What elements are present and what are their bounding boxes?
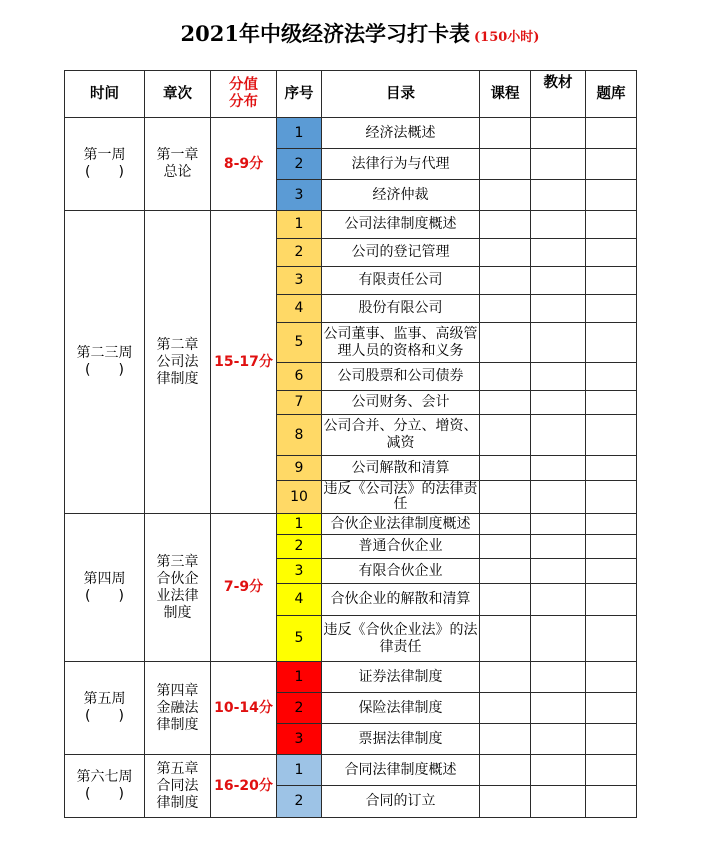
- course-checkbox[interactable]: [480, 363, 531, 391]
- questions-checkbox[interactable]: [586, 118, 637, 149]
- index-cell: 1: [277, 118, 322, 149]
- textbook-checkbox[interactable]: [531, 391, 586, 415]
- questions-checkbox[interactable]: [586, 514, 637, 535]
- course-checkbox[interactable]: [480, 535, 531, 559]
- course-checkbox[interactable]: [480, 391, 531, 415]
- course-checkbox[interactable]: [480, 149, 531, 180]
- textbook-checkbox[interactable]: [531, 211, 586, 239]
- header-textbook: 教材: [531, 71, 586, 118]
- index-cell: 3: [277, 724, 322, 755]
- chapter-cell: 第五章合同法律制度: [145, 755, 211, 818]
- course-checkbox[interactable]: [480, 415, 531, 456]
- questions-checkbox[interactable]: [586, 456, 637, 481]
- questions-checkbox[interactable]: [586, 180, 637, 211]
- title-hours: (150小时): [474, 30, 540, 45]
- textbook-checkbox[interactable]: [531, 693, 586, 724]
- questions-checkbox[interactable]: [586, 616, 637, 662]
- sheet-title: [0, 18, 720, 48]
- contents-cell: 经济仲裁: [322, 180, 480, 211]
- questions-checkbox[interactable]: [586, 323, 637, 363]
- header-row: [65, 71, 637, 118]
- contents-cell: 股份有限公司: [322, 295, 480, 323]
- contents-cell: 票据法律制度: [322, 724, 480, 755]
- title-text: 2021年中级经济法学习打卡表: [180, 21, 470, 46]
- table-row: [65, 211, 637, 239]
- textbook-checkbox[interactable]: [531, 239, 586, 267]
- questions-checkbox[interactable]: [586, 391, 637, 415]
- contents-cell: 公司法律制度概述: [322, 211, 480, 239]
- header-chapter: 章次: [145, 71, 211, 118]
- textbook-checkbox[interactable]: [531, 584, 586, 616]
- questions-checkbox[interactable]: [586, 559, 637, 584]
- course-checkbox[interactable]: [480, 755, 531, 786]
- points-cell: 10-14分: [211, 662, 277, 755]
- index-cell: 2: [277, 693, 322, 724]
- index-cell: 2: [277, 535, 322, 559]
- index-cell: 2: [277, 239, 322, 267]
- chapter-cell: 第一章总论: [145, 118, 211, 211]
- textbook-checkbox[interactable]: [531, 363, 586, 391]
- chapter-cell: 第三章合伙企业法律制度: [145, 514, 211, 662]
- index-cell: 4: [277, 295, 322, 323]
- index-cell: 5: [277, 616, 322, 662]
- index-cell: 2: [277, 149, 322, 180]
- contents-cell: 经济法概述: [322, 118, 480, 149]
- textbook-checkbox[interactable]: [531, 415, 586, 456]
- index-cell: 3: [277, 559, 322, 584]
- index-cell: 5: [277, 323, 322, 363]
- questions-checkbox[interactable]: [586, 755, 637, 786]
- header-questions: 题库: [586, 71, 637, 118]
- questions-checkbox[interactable]: [586, 239, 637, 267]
- contents-cell: 合伙企业的解散和清算: [322, 584, 480, 616]
- course-checkbox[interactable]: [480, 267, 531, 295]
- contents-cell: 法律行为与代理: [322, 149, 480, 180]
- textbook-checkbox[interactable]: [531, 514, 586, 535]
- index-cell: 1: [277, 755, 322, 786]
- index-cell: 1: [277, 514, 322, 535]
- course-checkbox[interactable]: [480, 456, 531, 481]
- header-index: 序号: [277, 71, 322, 118]
- header-time: 时间: [65, 71, 145, 118]
- questions-checkbox[interactable]: [586, 786, 637, 818]
- index-cell: 1: [277, 211, 322, 239]
- week-cell: 第四周 ( ): [65, 514, 145, 662]
- course-checkbox[interactable]: [480, 693, 531, 724]
- contents-cell: 公司解散和清算: [322, 456, 480, 481]
- textbook-checkbox[interactable]: [531, 559, 586, 584]
- header-contents: 目录: [322, 71, 480, 118]
- questions-checkbox[interactable]: [586, 535, 637, 559]
- course-checkbox[interactable]: [480, 180, 531, 211]
- textbook-checkbox[interactable]: [531, 118, 586, 149]
- textbook-checkbox[interactable]: [531, 616, 586, 662]
- questions-checkbox[interactable]: [586, 662, 637, 693]
- index-cell: 9: [277, 456, 322, 481]
- course-checkbox[interactable]: [480, 323, 531, 363]
- table-row: [65, 755, 637, 786]
- course-checkbox[interactable]: [480, 786, 531, 818]
- textbook-checkbox[interactable]: [531, 662, 586, 693]
- textbook-checkbox[interactable]: [531, 295, 586, 323]
- study-checkin-table: [64, 70, 637, 818]
- questions-checkbox[interactable]: [586, 211, 637, 239]
- textbook-checkbox[interactable]: [531, 267, 586, 295]
- index-cell: 10: [277, 481, 322, 514]
- contents-cell: 公司股票和公司债券: [322, 363, 480, 391]
- index-cell: 7: [277, 391, 322, 415]
- index-cell: 3: [277, 267, 322, 295]
- contents-cell: 有限合伙企业: [322, 559, 480, 584]
- course-checkbox[interactable]: [480, 584, 531, 616]
- table-row: [65, 514, 637, 535]
- index-cell: 3: [277, 180, 322, 211]
- textbook-checkbox[interactable]: [531, 755, 586, 786]
- contents-cell: 违反《合伙企业法》的法律责任: [322, 616, 480, 662]
- contents-cell: 公司董事、监事、高级管理人员的资格和义务: [322, 323, 480, 363]
- week-cell: 第六七周 ( ): [65, 755, 145, 818]
- index-cell: 8: [277, 415, 322, 456]
- contents-cell: 违反《公司法》的法律责任: [323, 481, 478, 512]
- points-cell: 8-9分: [211, 118, 277, 211]
- week-cell: 第一周 ( ): [65, 118, 145, 211]
- contents-cell: 合同的订立: [322, 786, 480, 818]
- contents-cell: 保险法律制度: [322, 693, 480, 724]
- textbook-checkbox[interactable]: [531, 535, 586, 559]
- course-checkbox[interactable]: [480, 118, 531, 149]
- questions-checkbox[interactable]: [586, 295, 637, 323]
- header-course: 课程: [480, 71, 531, 118]
- chapter-cell: 第二章公司法律制度: [145, 211, 211, 514]
- contents-cell: 有限责任公司: [322, 267, 480, 295]
- index-cell: 2: [277, 786, 322, 818]
- contents-cell: 公司的登记管理: [322, 239, 480, 267]
- course-checkbox[interactable]: [480, 481, 531, 514]
- points-cell: 16-20分: [211, 755, 277, 818]
- chapter-cell: 第四章金融法律制度: [145, 662, 211, 755]
- questions-checkbox[interactable]: [586, 724, 637, 755]
- questions-checkbox[interactable]: [586, 149, 637, 180]
- contents-cell: 普通合伙企业: [322, 535, 480, 559]
- course-checkbox[interactable]: [480, 724, 531, 755]
- index-cell: 1: [277, 662, 322, 693]
- textbook-checkbox[interactable]: [531, 456, 586, 481]
- course-checkbox[interactable]: [480, 295, 531, 323]
- contents-cell: 合同法律制度概述: [322, 755, 480, 786]
- contents-cell: 证券法律制度: [322, 662, 480, 693]
- index-cell: 4: [277, 584, 322, 616]
- course-checkbox[interactable]: [480, 211, 531, 239]
- table-row: [65, 662, 637, 693]
- contents-cell: 公司合并、分立、增资、减资: [322, 415, 480, 456]
- questions-checkbox[interactable]: [586, 267, 637, 295]
- questions-checkbox[interactable]: [586, 584, 637, 616]
- course-checkbox[interactable]: [480, 616, 531, 662]
- points-cell: 15-17分: [211, 211, 277, 514]
- textbook-checkbox[interactable]: [531, 323, 586, 363]
- header-points: 分值分布: [211, 71, 277, 118]
- course-checkbox[interactable]: [480, 559, 531, 584]
- points-cell: 7-9分: [211, 514, 277, 662]
- course-checkbox[interactable]: [480, 239, 531, 267]
- course-checkbox[interactable]: [480, 514, 531, 535]
- week-cell: 第五周 ( ): [65, 662, 145, 755]
- questions-checkbox[interactable]: [586, 481, 637, 514]
- course-checkbox[interactable]: [480, 662, 531, 693]
- contents-cell: 合伙企业法律制度概述: [322, 514, 480, 535]
- textbook-checkbox[interactable]: [531, 786, 586, 818]
- textbook-checkbox[interactable]: [531, 149, 586, 180]
- textbook-checkbox[interactable]: [531, 724, 586, 755]
- questions-checkbox[interactable]: [586, 693, 637, 724]
- week-cell: 第二三周 ( ): [65, 211, 145, 514]
- contents-cell: 公司财务、会计: [322, 391, 480, 415]
- textbook-checkbox[interactable]: [531, 180, 586, 211]
- questions-checkbox[interactable]: [586, 415, 637, 456]
- table-row: [65, 118, 637, 149]
- questions-checkbox[interactable]: [586, 363, 637, 391]
- index-cell: 6: [277, 363, 322, 391]
- textbook-checkbox[interactable]: [531, 481, 586, 514]
